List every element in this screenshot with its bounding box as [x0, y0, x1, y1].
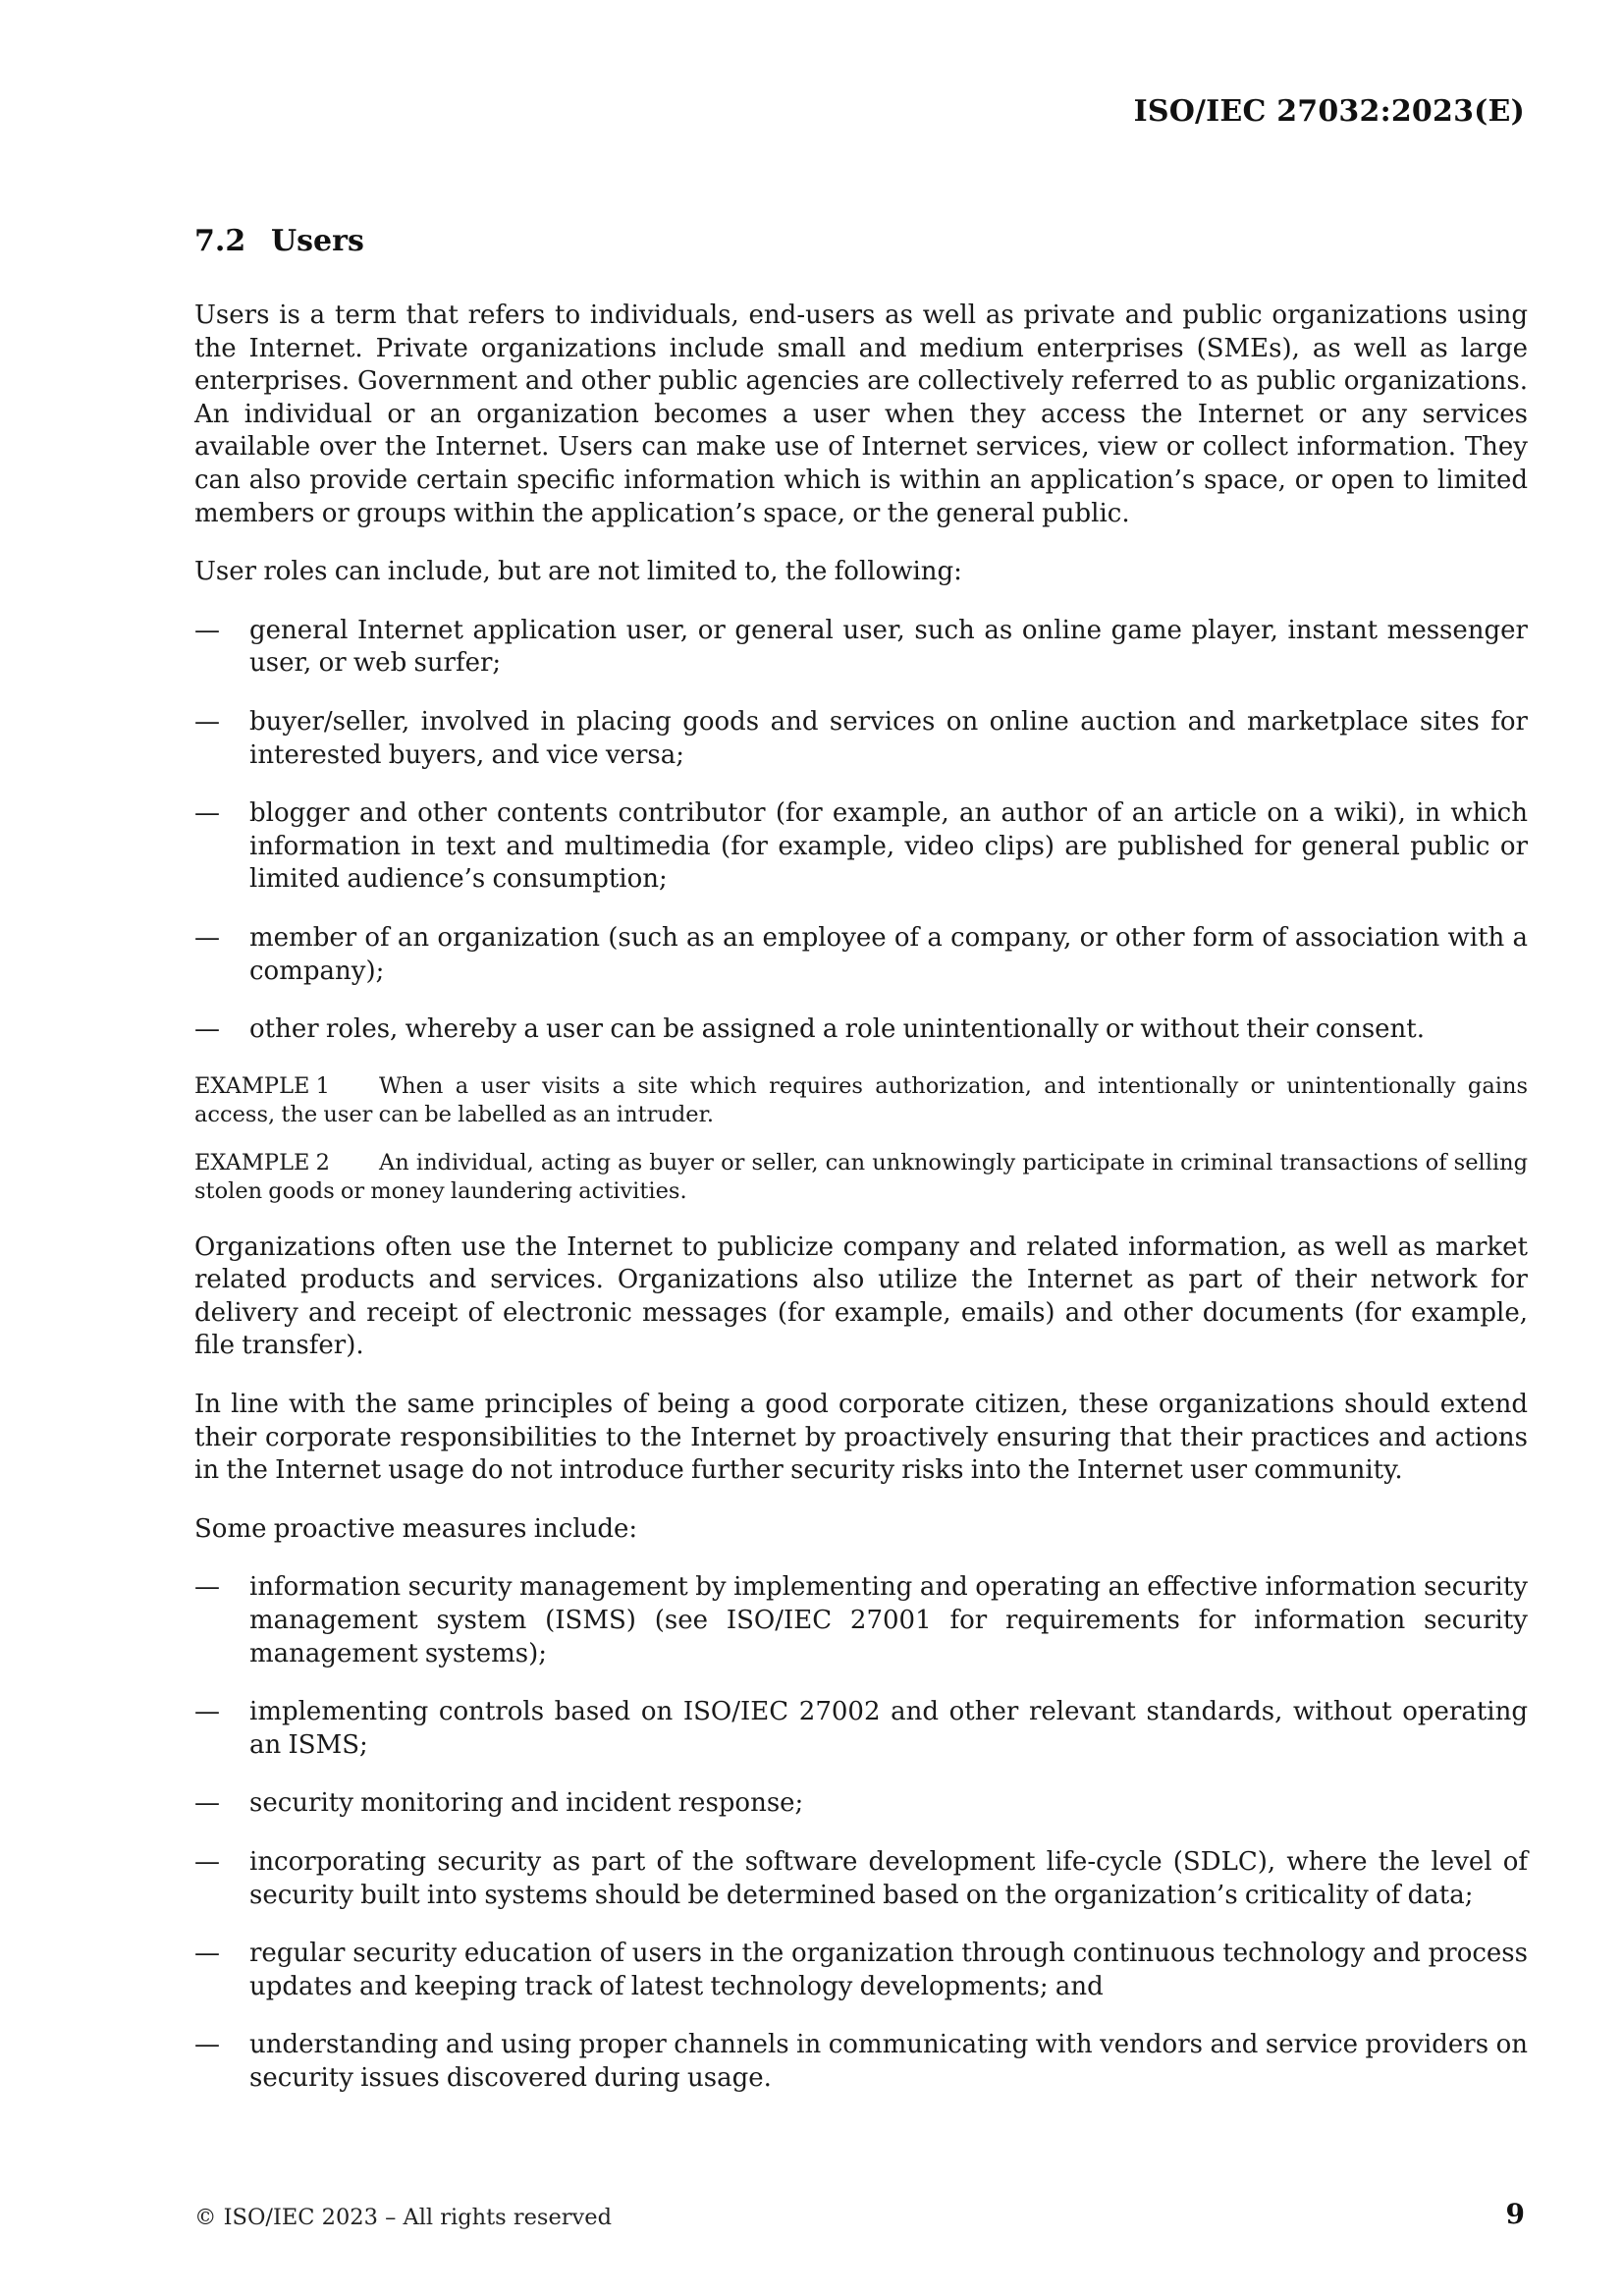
measures-lead-paragraph: Some proactive measures include: — [194, 1513, 638, 1544]
list-item — [194, 706, 1528, 772]
roles-lead-paragraph: User roles can include, but are not limited to, the following: — [194, 557, 962, 587]
document-id-header: ISO/IEC 27032:2023(E) — [1133, 94, 1525, 129]
list-item — [194, 1787, 1528, 1821]
corporate-citizen-paragraph: In line with the same principles of being a good corporate citizen, these organizations should extend their corporate responsibilities to the Internet by proactively ensuring that their practices and actions in the Internet usage do not introduce further security risks into the Internet user community. — [194, 1390, 1528, 1486]
list-item — [194, 2029, 1528, 2095]
organization-use-paragraph: Organizations often use the Internet to publicize company and related information, as well as market related products and services. Organizations also utilize the Internet as part of their network for delivery and receipt of electronic messages (for example, emails) and other documents (for example, file transfer). — [194, 1231, 1528, 1361]
example-label: EXAMPLE 2 — [194, 1149, 330, 1175]
dash-bullet: — — [194, 706, 220, 737]
list-item — [194, 922, 1528, 988]
dash-bullet: — — [194, 1847, 220, 1877]
list-item-text: information security management by implementing and operating an effective information security management system (ISMS) (see ISO/IEC 27001 for requirements for information security management systems); — [249, 1572, 1528, 1668]
dash-bullet: — — [194, 1572, 220, 1603]
list-item-text: other roles, whereby a user can be assigned a role unintentionally or without their consent. — [249, 1014, 1426, 1045]
dash-bullet: — — [194, 1788, 220, 1819]
example-text: An individual, acting as buyer or seller, can unknowingly participate in criminal transactions of selling stolen goods or money laundering activities. — [194, 1149, 1528, 1204]
dash-bullet: — — [194, 2030, 220, 2060]
list-item-text: incorporating security as part of the software development life-cycle (SDLC), where the level of security built into systems should be determined based on the organization’s criticality of data; — [249, 1847, 1528, 1910]
list-item-text: blogger and other contents contributor (for example, an author of an article on a wiki), in which information in text and multimedia (for example, video clips) are published for general public or limited audience’s consumption; — [249, 798, 1528, 895]
dash-bullet: — — [194, 1697, 220, 1727]
dash-bullet: — — [194, 1939, 220, 1969]
list-item-text: general Internet application user, or general user, such as online game player, instant messenger user, or web surfer; — [249, 615, 1528, 679]
dash-bullet: — — [194, 798, 220, 829]
dash-bullet: — — [194, 922, 220, 953]
list-item — [194, 1013, 1528, 1047]
section-number: 7.2 — [194, 224, 246, 258]
example-text: When a user visits a site which requires authorization, and intentionally or unintentionally gains access, the user can be labelled as an intruder. — [194, 1072, 1528, 1127]
list-item — [194, 615, 1528, 681]
list-item-text: security monitoring and incident response; — [249, 1788, 804, 1819]
page-number: 9 — [1505, 2198, 1525, 2230]
list-item-text: member of an organization (such as an employee of a company, or other form of association with a company); — [249, 922, 1528, 986]
dash-bullet: — — [194, 1014, 220, 1045]
example-label: EXAMPLE 1 — [194, 1072, 330, 1099]
list-item-text: regular security education of users in the organization through continuous technology and process updates and keeping track of latest technology developments; and — [249, 1939, 1528, 2001]
dash-bullet: — — [194, 615, 220, 645]
section-heading — [194, 224, 1528, 258]
intro-paragraph: Users is a term that refers to individuals, end-users as well as private and public organizations using the Internet. Private organizations include small and medium enterprises (SMEs), as well as large enterprises. Government and other public agencies are collectively referred to as public organizations. An individual or an organization becomes a user when they access the Internet or any services available over the Internet. Users can make use of Internet services, view or collect information. They can also provide certain specific information which is within an application’s space, or open to limited members or groups within the application’s space, or the general public. — [194, 301, 1528, 528]
list-item — [194, 1571, 1528, 1670]
section-title: Users — [271, 224, 364, 258]
example-2 — [194, 1149, 1528, 1206]
proactive-measures-list — [194, 1571, 1528, 2095]
list-item-text: buyer/seller, involved in placing goods and services on online auction and marketplace sites for interested buyers, and vice versa; — [249, 706, 1528, 770]
list-item-text: understanding and using proper channels in communicating with vendors and service providers on security issues discovered during usage. — [249, 2030, 1528, 2093]
list-item-text: implementing controls based on ISO/IEC 27002 and other relevant standards, without operating an ISMS; — [249, 1697, 1528, 1760]
list-item — [194, 1938, 1528, 2003]
example-1 — [194, 1072, 1528, 1129]
list-item — [194, 797, 1528, 897]
list-item — [194, 1846, 1528, 1912]
copyright-footer: © ISO/IEC 2023 – All rights reserved — [194, 2205, 612, 2230]
page-content — [194, 224, 1528, 2121]
list-item — [194, 1696, 1528, 1762]
user-roles-list — [194, 615, 1528, 1047]
